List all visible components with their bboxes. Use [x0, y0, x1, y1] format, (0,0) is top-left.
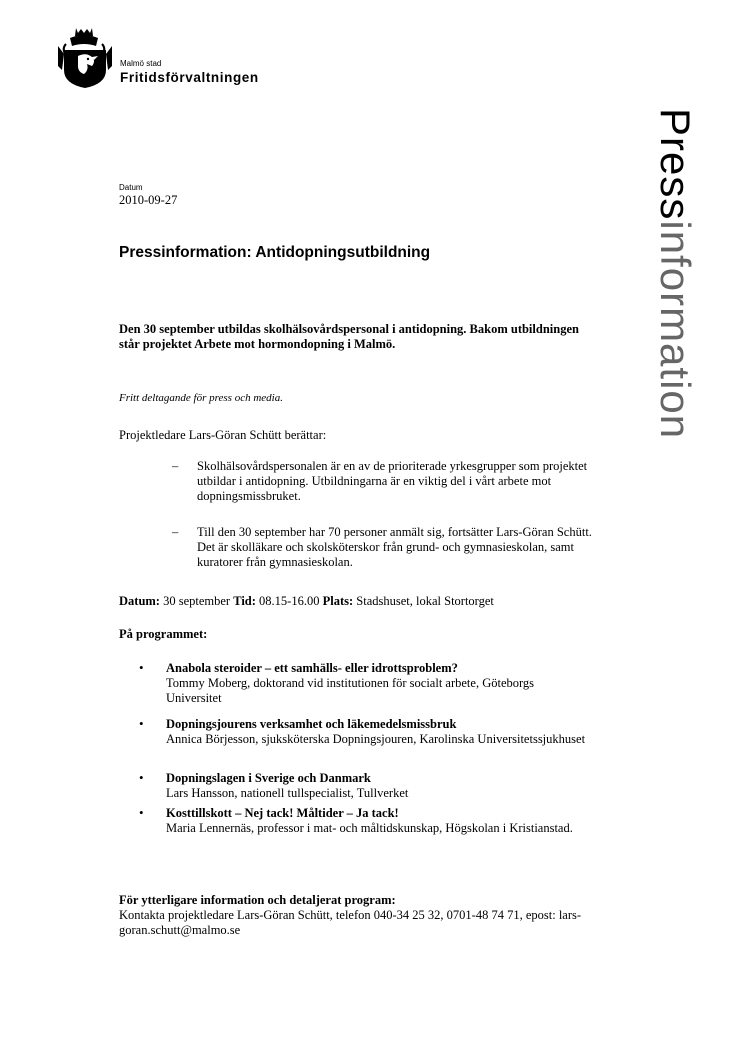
quote-dash: –	[172, 525, 179, 539]
side-label-press: Press	[652, 108, 699, 221]
event-time-label: Tid:	[233, 594, 256, 608]
date-value: 2010-09-27	[119, 193, 178, 207]
quote-dash: –	[172, 459, 179, 473]
quote-text: Skolhälsovårdspersonalen är en av de prioriterade yrkesgrupper som projektet utbildar i antidopning. Utbildningarna är en viktig del i vårt arbete mot dopningsmissbruket.	[197, 459, 588, 503]
program-item-title: Dopningslagen i Sverige och Danmark	[166, 771, 371, 785]
event-info	[119, 594, 494, 609]
quote-item	[172, 459, 592, 507]
bullet-icon: •	[139, 716, 144, 731]
program-item-title: Kosttillskott – Nej tack! Måltider – Ja tack!	[166, 806, 399, 820]
lead-paragraph: Den 30 september utbildas skolhälsovårdspersonal i antidopning. Bakom utbildningen står projektet Arbete mot hormondopning i Malmö.	[119, 322, 579, 351]
side-label	[637, 108, 705, 528]
side-label-information: information	[652, 220, 699, 440]
program-item-title: Anabola steroider – ett samhälls- eller idrottsproblem?	[166, 661, 458, 675]
program-item-desc: Lars Hansson, nationell tullspecialist, Tullverket	[166, 786, 409, 800]
bullet-icon: •	[139, 660, 144, 675]
quote-item	[172, 525, 592, 573]
quote-text: Till den 30 september har 70 personer anmält sig, fortsätter Lars-Göran Schütt. Det är skolläkare och skolsköterskor från grund- och gymnasieskolan, samt kuratorer från gymnasieskolan.	[197, 525, 592, 569]
press-note: Fritt deltagande för press och media.	[119, 392, 283, 404]
program-item-title: Dopningsjourens verksamhet och läkemedelsmissbruk	[166, 717, 457, 731]
bullet-icon: •	[139, 805, 144, 820]
malmo-coat-of-arms-icon	[56, 26, 114, 88]
event-place-label: Plats:	[322, 594, 354, 608]
event-date-label: Datum:	[119, 594, 160, 608]
org-parent-name: Malmö stad	[120, 59, 162, 68]
program-item-desc: Maria Lennernäs, professor i mat- och måltidskunskap, Högskolan i Kristianstad.	[166, 821, 573, 835]
org-name: Fritidsförvaltningen	[120, 70, 259, 85]
program-item-desc: Tommy Moberg, doktorand vid institutionen för socialt arbete, Göteborgs Universitet	[166, 676, 535, 705]
event-place-value: Stadshuset, lokal Stortorget	[353, 594, 494, 608]
date-label: Datum	[119, 183, 143, 192]
program-item-desc: Annica Börjesson, sjuksköterska Dopningsjouren, Karolinska Universitetssjukhuset	[166, 732, 586, 746]
page-title: Pressinformation: Antidopningsutbildning	[119, 244, 431, 261]
bullet-icon: •	[139, 770, 144, 785]
contact-text: Kontakta projektledare Lars-Göran Schütt, telefon 040-34 25 32, 0701-48 74 71, epost: lars-goran.schutt@malmo.se	[119, 908, 582, 937]
contact-heading: För ytterligare information och detaljerat program:	[119, 893, 396, 907]
event-time-value: 08.15-16.00	[255, 594, 323, 608]
event-date-value: 30 september	[159, 594, 234, 608]
intro-paragraph: Projektledare Lars-Göran Schütt berättar:	[119, 428, 327, 442]
program-heading: På programmet:	[119, 627, 208, 641]
